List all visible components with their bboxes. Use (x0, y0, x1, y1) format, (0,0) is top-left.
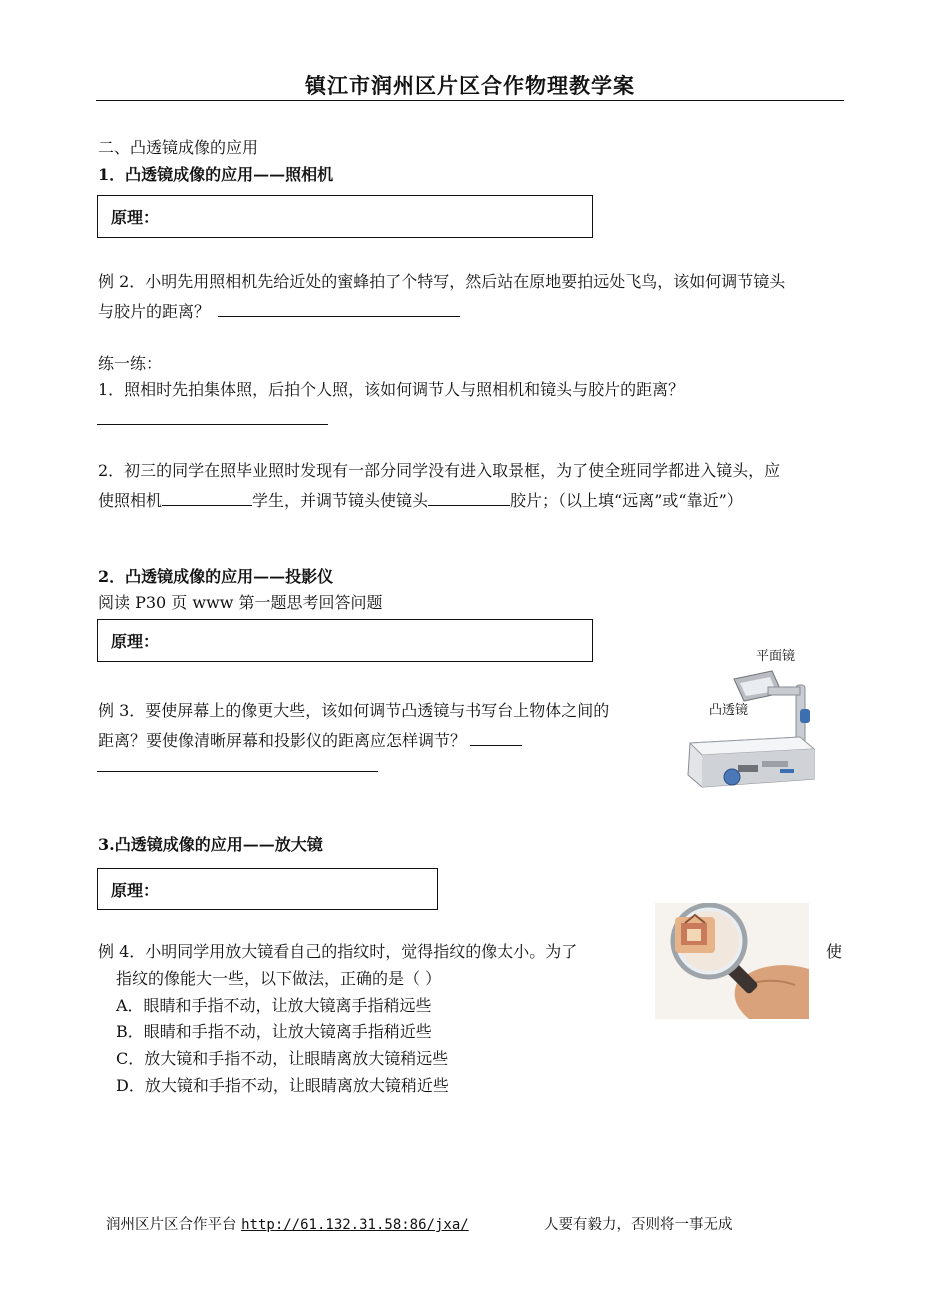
option-c: C．放大镜和手指不动，让眼睛离放大镜稍远些 (116, 1049, 449, 1068)
projector-instruction: 阅读 P30 页 www 第一题思考回答问题 (98, 593, 383, 612)
principle-label: 原理： (111, 632, 160, 651)
label-convex-lens: 凸透镜 (709, 703, 749, 718)
principle-label: 原理： (111, 881, 160, 900)
example-3-line1: 例 3．要使屏幕上的像更大些，该如何调节凸透镜与书写台上物体之间的 (98, 701, 610, 720)
example-2-line2 (98, 299, 460, 322)
answer-blank (162, 488, 252, 506)
answer-line (97, 771, 378, 772)
example-4-line1-end: 使 (826, 942, 843, 961)
answer-blank (470, 728, 522, 746)
practice-q2-line2 (98, 488, 743, 511)
q2-part-a: 使照相机 (98, 491, 163, 510)
option-b: B．眼睛和手指不动，让放大镜离手指稍近些 (116, 1022, 432, 1041)
projector-image (682, 665, 832, 795)
footer-motto: 人要有毅力，否则将一事无成 (544, 1217, 733, 1233)
magnifier-image (655, 903, 809, 1019)
answer-blank (218, 299, 460, 317)
option-d: D．放大镜和手指不动，让眼睛离放大镜稍近些 (116, 1076, 449, 1095)
magnifier-heading: 3.凸透镜成像的应用——放大镜 (98, 835, 323, 854)
example-4-line1: 例 4．小明同学用放大镜看自己的指纹时，觉得指纹的像太小。为了 (98, 942, 578, 961)
magnifier-principle-box (97, 868, 438, 910)
option-a: A．眼睛和手指不动，让放大镜离手指稍远些 (116, 996, 432, 1015)
practice-q1: 1．照相时先拍集体照，后拍个人照，该如何调节人与照相机和镜头与胶片的距离？ (98, 380, 685, 399)
footer-link[interactable]: http://61.132.31.58:86/jxa/ (241, 1217, 469, 1233)
projector-heading: 2．凸透镜成像的应用——投影仪 (98, 567, 334, 586)
example-2-line1: 例 2．小明先用照相机先给近处的蜜蜂拍了个特写，然后站在原地要拍远处飞鸟，该如何调节镜头 (98, 272, 786, 291)
q2-part-c: 胶片；（以上填“远离”或“靠近”） (510, 491, 743, 510)
camera-principle-box (97, 195, 593, 238)
footer-platform: 润州区片区合作平台 (106, 1217, 237, 1233)
projector-principle-box (97, 619, 593, 662)
principle-label: 原理： (111, 208, 160, 227)
page-title: 镇江市润州区片区合作物理教学案 (96, 72, 844, 101)
example-3-line2 (98, 728, 522, 751)
practice-title: 练一练： (98, 354, 163, 373)
section-heading: 二、凸透镜成像的应用 (98, 138, 259, 157)
footer (106, 1213, 469, 1234)
answer-line (97, 424, 328, 425)
camera-heading: 1．凸透镜成像的应用——照相机 (98, 165, 334, 184)
example-2-text: 与胶片的距离？ (98, 302, 211, 321)
answer-blank (428, 488, 510, 506)
example-4-line2: 指纹的像能大一些，以下做法，正确的是（ ） (116, 969, 442, 988)
q2-part-b: 学生，并调节镜头使镜头 (252, 491, 429, 510)
example-3-text: 距离？要使像清晰屏幕和投影仪的距离应怎样调节？ (98, 731, 467, 750)
practice-q2-line1: 2．初三的同学在照毕业照时发现有一部分同学没有进入取景框，为了使全班同学都进入镜头，应 (98, 461, 781, 480)
label-plane-mirror: 平面镜 (756, 649, 796, 664)
